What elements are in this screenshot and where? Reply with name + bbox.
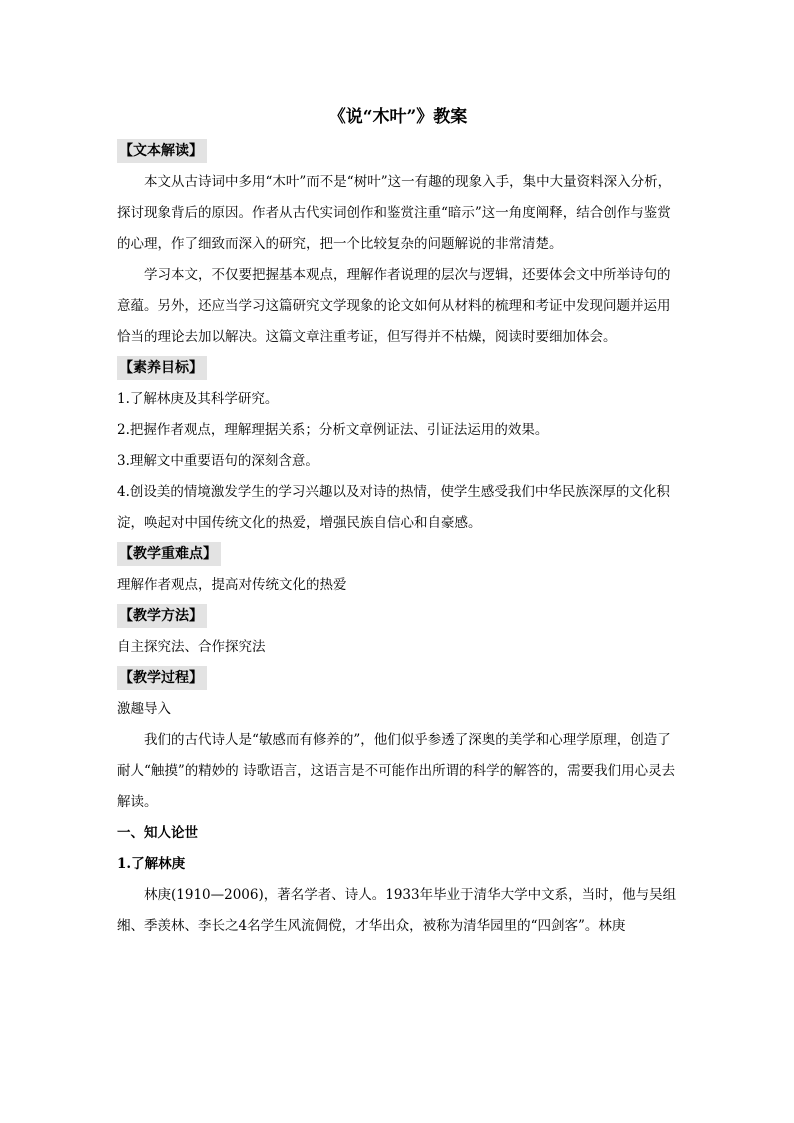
section-methods xyxy=(117,601,679,632)
goal-item-4: 4.创设美的情境激发学生的学习兴趣以及对诗的热情，使学生感受我们中华民族深厚的文化积淀，唤起对中国传统文化的热爱，增强民族自信心和自豪感。 xyxy=(117,484,670,531)
section-heading-methods: 【教学方法】 xyxy=(117,604,207,628)
section-heading-goals: 【素养目标】 xyxy=(117,356,207,380)
section-goals xyxy=(117,353,679,384)
document-page xyxy=(117,100,679,942)
section-heading-text-reading: 【文本解读】 xyxy=(117,139,207,163)
process-part1-subheading: 1.了解林庚 xyxy=(117,856,186,872)
methods-text: 自主探究法、合作探究法 xyxy=(117,639,266,655)
section-process xyxy=(117,663,679,694)
section-text-reading xyxy=(117,136,679,167)
key-points-text: 理解作者观点，提高对传统文化的热爱 xyxy=(117,577,347,593)
text-reading-paragraph-1: 本文从古诗词中多用“木叶”而不是“树叶”这一有趣的现象入手，集中大量资料深入分析，探讨现象背后的原因。作者从古代实词创作和鉴赏注重“暗示”这一角度阐释，结合创作与鉴赏的心理，作了细致而深入的研究，把一个比较复杂的问题解说的非常清楚。 xyxy=(117,174,672,252)
text-reading-paragraph-2: 学习本文，不仅要把握基本观点，理解作者说理的层次与逻辑，还要体会文中所举诗句的意蕴。另外，还应当学习这篇研究文学现象的论文如何从材料的梳理和考证中发现问题并运用恰当的理论去加以解决。这篇文章注重考证，但写得并不枯燥，阅读时要细加体会。 xyxy=(117,267,671,345)
goal-item-2: 2.把握作者观点，理解理据关系；分析文章例证法、引证法运用的效果。 xyxy=(117,422,549,438)
goal-item-1: 1.了解林庚及其科学研究。 xyxy=(117,391,279,407)
process-intro-label: 激趣导入 xyxy=(117,701,171,717)
process-intro-text: 我们的古代诗人是“敏感而有修养的”，他们似乎参透了深奥的美学和心理学原理，创造了耐人“触摸”的精妙的 诗歌语言，这语言是不可能作出所谓的科学的解答的，需要我们用心灵去解读。 xyxy=(117,732,676,810)
section-heading-process: 【教学过程】 xyxy=(117,666,207,690)
document-title: 《说“木叶”》教案 xyxy=(328,107,468,127)
process-part1-heading: 一、知人论世 xyxy=(117,825,198,841)
goal-item-3: 3.理解文中重要语句的深刻含意。 xyxy=(117,453,319,469)
process-part1-text: 林庚(1910—2006)，著名学者、诗人。1933年毕业于清华大学中文系，当时，他与吴组缃、季羡林、李长之4名学生风流倜傥，才华出众，被称为清华园里的“四剑客”。林庚 xyxy=(117,887,677,934)
section-heading-key-points: 【教学重难点】 xyxy=(117,542,221,566)
section-key-points xyxy=(117,539,679,570)
